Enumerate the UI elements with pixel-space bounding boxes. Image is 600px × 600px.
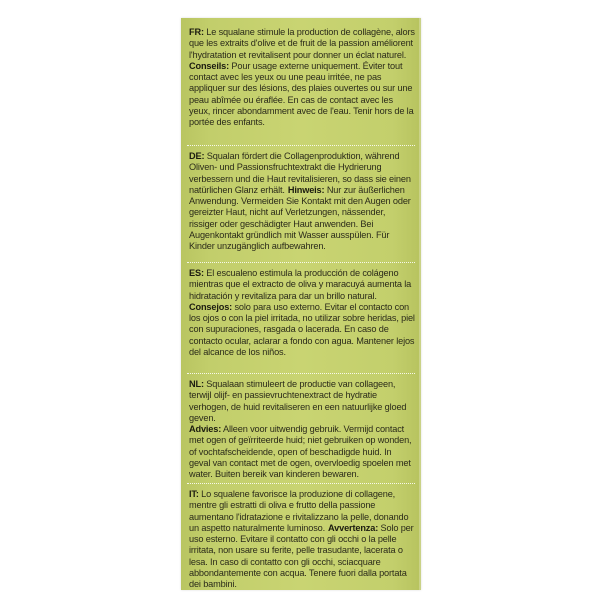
section-nl-lang: NL: <box>189 379 204 389</box>
section-divider <box>187 483 415 484</box>
section-de-body: Squalan fördert die Collagenproduktion, während Oliven- und Passionsfruchtextrakt die Hydrierung verbessern und die Haut revitalisieren, so dass sie einen natürlichen Glanz erhält. <box>189 151 411 195</box>
panel-edge-highlight <box>419 18 421 590</box>
section-divider <box>187 373 415 374</box>
section-es-warning-body: solo para uso externo. Evitar el contacto con los ojos o con la piel irritada, no utilizar sobre heridas, piel con supuraciones, rasgada o lacerada. En caso de contacto ocular, aclarar a fondo con agua. Mantener lejos del alcance de los niños. <box>189 301 415 358</box>
section-de <box>189 151 415 253</box>
section-nl-body: Squalaan stimuleert de productie van collageen, terwijl olijf- en passievruchtenextract de hydratie verhogen, de huid revitaliseren en een natuurlijke gloed geven. <box>189 379 407 423</box>
section-de-warning-label: Hinweis: <box>287 184 325 195</box>
section-de-lang: DE: <box>189 151 205 161</box>
section-fr-body: Le squalane stimule la production de collagène, alors que les extraits d'olive et de fruit de la passion améliorent l'hydratation et revitalisent pour donner un éclat naturel. <box>189 27 415 60</box>
section-it-warning-body: Solo per uso esterno. Evitare il contatto con gli occhi o la pelle irritata, non usare su ferite, pelle trasudante, lacerata o lesa. In caso di contatto con gli occhi, sciacquare abbondantemente con acqua. Tenere fuori dalla portata dei bambini. <box>189 522 414 590</box>
section-fr-lang: FR: <box>189 27 204 37</box>
section-it-body: Lo squalene favorisce la produzione di collagene, mentre gli estratti di oliva e frutto della passione aumentano l'idratazione e rivitalizzano la pelle, donando un aspetto naturalmente luminoso. <box>189 489 409 533</box>
section-es-warning-label: Consejos: <box>189 301 233 312</box>
section-fr-warning-label: Conseils: <box>189 60 230 71</box>
section-nl-warning-label: Advies: <box>189 424 222 435</box>
section-es-lang: ES: <box>189 268 204 278</box>
section-it <box>189 489 415 591</box>
section-it-warning-label: Avvertenza: <box>328 522 379 533</box>
section-divider <box>187 262 415 263</box>
section-es <box>189 268 415 358</box>
section-nl-warning-body: Alleen voor uitwendig gebruik. Vermijd contact met ogen of geïrriteerde huid; niet gebruiken op wonden, of vochtafscheidende, open of beschadigde huid. In geval van contact met de ogen, overvloedig spoelen met water. Buiten bereik van kinderen bewaren. <box>189 424 412 480</box>
section-es-body: El escualeno estimula la producción de colágeno mientras que el extracto de oliva y maracuyá aumenta la hidratación y revitaliza para dar un brillo natural. <box>189 268 412 301</box>
section-fr <box>189 27 415 129</box>
section-it-lang: IT: <box>189 489 199 499</box>
product-label-panel <box>181 18 421 590</box>
section-de-warning-body: Nur zur äußerlichen Anwendung. Vermeiden Sie Kontakt mit den Augen oder gereizter Haut, nicht auf Verletzungen, nässender, rissiger oder geschädigter Haut anwenden. Bei Augenkontakt gründlich mit Wasser ausspülen. Für Kinder unzugänglich aufbewahren. <box>189 184 411 252</box>
section-divider <box>187 145 415 146</box>
section-nl <box>189 379 415 481</box>
section-fr-warning-body: Pour usage externe uniquement. Éviter tout contact avec les yeux ou une peau irritée, ne pas appliquer sur des lésions, des plaies ouvertes ou sur une peau abîmée ou éraflée. En cas de contact avec les yeux, rincer abondamment avec de l'eau. Tenir hors de la portée des enfants. <box>189 60 414 128</box>
